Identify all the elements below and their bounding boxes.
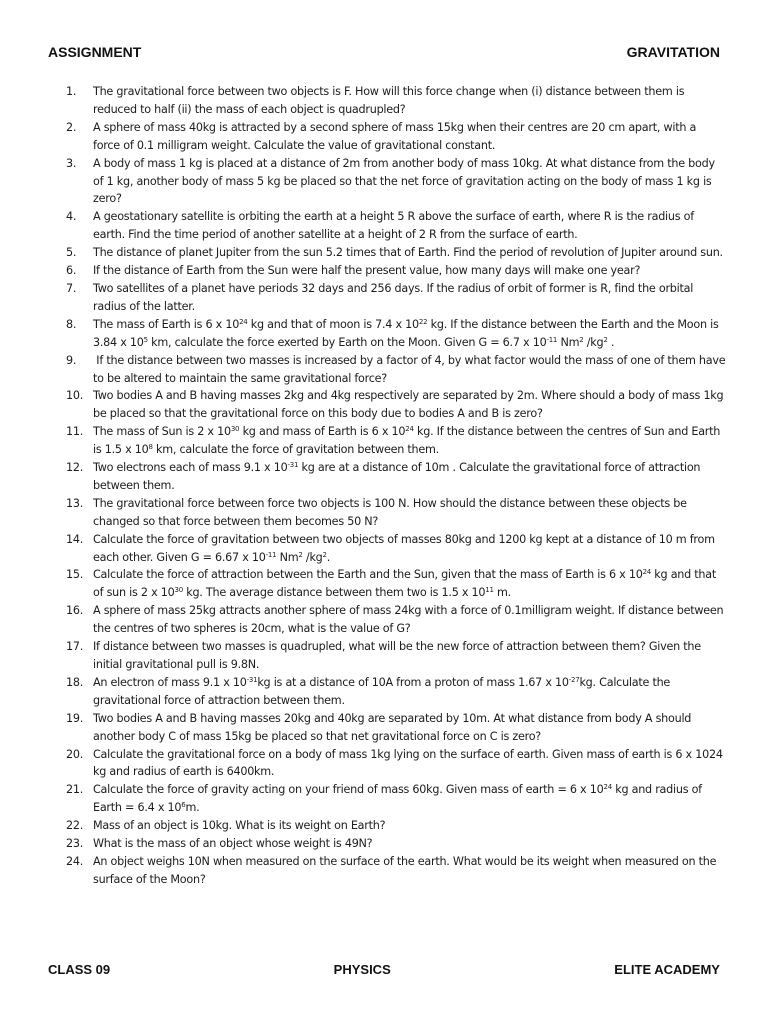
question-number: 6. (66, 264, 77, 278)
question-item (66, 262, 726, 280)
question-item (66, 280, 726, 316)
question-number: 2. (66, 120, 77, 134)
question-text: A sphere of mass 40kg is attracted by a second sphere of mass 15kg when their centres are 20 cm apart, with a force of 0.1 milligram weight. Calculate the value of gravitational constant. (93, 120, 697, 152)
question-text: A geostationary satellite is orbiting the earth at a height 5 R above the surface of earth, where R is the radius of earth. Find the time period of another satellite at a height of 2 R from the surface of earth. (93, 210, 694, 242)
question-item (66, 674, 726, 710)
question-text: Two satellites of a planet have periods 32 days and 256 days. If the radius of orbit of former is R, find the orbital radius of the latter. (93, 281, 694, 313)
question-text: The mass of Earth is 6 x $10^{24}$ kg and that of moon is 7.4 x $10^{22}$ kg. If the distance between the Earth and the Moon is 3.84 x $10^5$ km, calculate the force exerted by Earth on the Moon. Given G = 6.7 x $10^{-11}$ Nm$^2$ $/kg^2$ . (93, 317, 719, 349)
question-item (66, 244, 726, 262)
question-number: 22. (66, 819, 84, 833)
question-number: 7. (66, 281, 77, 295)
page-header (48, 44, 720, 60)
question-item (66, 316, 726, 352)
question-text: If distance between two masses is quadrupled, what will be the new force of attraction between them? Given the initial gravitational pull is 9.8N. (93, 640, 701, 671)
question-item (66, 352, 726, 388)
question-number: 8. (66, 317, 77, 331)
question-text: The gravitational force between force two objects is 100 N. How should the distance between these objects be changed so that force between them becomes 50 N? (93, 496, 687, 528)
question-item (66, 208, 726, 244)
question-number: 17. (66, 640, 84, 654)
question-item (66, 155, 726, 209)
question-item (66, 781, 726, 817)
question-number: 10. (66, 389, 84, 403)
question-number: 13. (66, 496, 84, 510)
question-text: Calculate the force of gravitation between two objects of masses 80kg and 1200 kg kept at a distance of 10 m from each other. Given G = 6.67 x $10^{-11}$ Nm$^2$ $/kg^2$. (93, 532, 715, 564)
question-text: An object weighs 10N when measured on the surface of the earth. What would be its weight when measured on the surface of the Moon? (93, 854, 717, 886)
question-number: 23. (66, 837, 84, 851)
question-item (66, 710, 726, 746)
question-text: Two electrons each of mass 9.1 x $10^{-31}$ kg are at a distance of 10m . Calculate the gravitational force of attraction between them. (93, 461, 701, 492)
question-text: A sphere of mass 25kg attracts another sphere of mass 24kg with a force of 0.1milligram weight. If distance between the centres of two spheres is 20cm, what is the value of G? (93, 604, 724, 636)
question-item (66, 602, 726, 638)
question-item (66, 531, 726, 567)
question-number: 9. (66, 353, 77, 367)
question-text: The distance of planet Jupiter from the sun 5.2 times that of Earth. Find the period of revolution of Jupiter around sun. (93, 246, 723, 260)
question-text: Calculate the force of gravity acting on your friend of mass 60kg. Given mass of earth = 6 x $10^{24}$ kg and radius of Earth = 6.4 x $10^6m$. (93, 783, 702, 815)
question-item (66, 566, 726, 602)
question-number: 14. (66, 532, 84, 546)
question-text: An electron of mass 9.1 x $10^{-31}kg$ is at a distance of 10A from a proton of mass 1.67 x $10^{-27}kg$. Calculate the gravitational force of attraction between them. (93, 675, 671, 707)
question-item (66, 119, 726, 155)
question-item (66, 83, 726, 119)
question-number: 12. (66, 461, 84, 475)
question-item (66, 817, 726, 835)
question-number: 20. (66, 747, 84, 761)
footer-class: CLASS 09 (48, 962, 111, 977)
question-item (66, 387, 726, 423)
question-item (66, 638, 726, 674)
question-text: Two bodies A and B having masses 20kg and 40kg are separated by 10m. At what distance from body A should another body C of mass 15kg be placed so that net gravitational force on C is zero? (93, 711, 692, 743)
question-number: 24. (66, 854, 84, 868)
question-number: 4. (66, 210, 77, 224)
header-left-title: ASSIGNMENT (48, 44, 142, 60)
question-text: The gravitational force between two objects is F. How will this force change when (i) distance between them is reduced to half (ii) the mass of each object is quadrupled? (93, 85, 685, 116)
question-number: 21. (66, 783, 84, 797)
question-number: 5. (66, 246, 77, 260)
question-item (66, 835, 726, 853)
question-text: Two bodies A and B having masses 2kg and 4kg respectively are separated by 2m. Where should a body of mass 1kg be placed so that the gravitational force on this body due to bodies A and B is zero? (93, 389, 724, 421)
question-number: 1. (66, 85, 77, 98)
question-item (66, 423, 726, 459)
question-item (66, 746, 726, 782)
question-text: If the distance between two masses is increased by a factor of 4, by what factor would the mass of one of them have to be altered to maintain the same gravitational force? (93, 353, 726, 385)
question-number: 11. (66, 425, 84, 439)
question-text: If the distance of Earth from the Sun were half the present value, how many days will make one year? (93, 264, 641, 278)
header-right-title: GRAVITATION (626, 44, 720, 60)
question-text: Calculate the force of attraction between the Earth and the Sun, given that the mass of Earth is 6 x $10^{24}$ kg and that of sun is 2 x $10^{30}$ kg. The average distance between them two is 1.5 x $10^{11}$ m. (93, 568, 717, 600)
question-item (66, 459, 726, 495)
question-number: 19. (66, 711, 84, 725)
question-text: What is the mass of an object whose weight is 49N? (93, 837, 373, 851)
question-number: 16. (66, 604, 84, 618)
question-number: 18. (66, 675, 84, 689)
question-item (66, 495, 726, 531)
page-footer (48, 962, 720, 977)
question-item (66, 853, 726, 889)
footer-subject: PHYSICS (333, 962, 391, 977)
question-number: 15. (66, 568, 84, 582)
question-number: 3. (66, 156, 77, 170)
question-text: Mass of an object is 10kg. What is its weight on Earth? (93, 819, 386, 833)
question-list (66, 83, 726, 889)
question-text: Calculate the gravitational force on a body of mass 1kg lying on the surface of earth. Given mass of earth is 6 x 1024 kg and radius of earth is 6400km. (93, 747, 723, 779)
question-text: A body of mass 1 kg is placed at a distance of 2m from another body of mass 10kg. At what distance from the body of 1 kg, another body of mass 5 kg be placed so that the net force of gravitation acting on the body of mass 1 kg is zero? (93, 156, 715, 206)
question-text: The mass of Sun is 2 x $10^{30}$ kg and mass of Earth is 6 x $10^{24}$ kg. If the distance between the centres of Sun and Earth is 1.5 x $10^8$ km, calculate the force of gravitation between them. (93, 425, 721, 457)
footer-institute: ELITE ACADEMY (614, 962, 720, 977)
